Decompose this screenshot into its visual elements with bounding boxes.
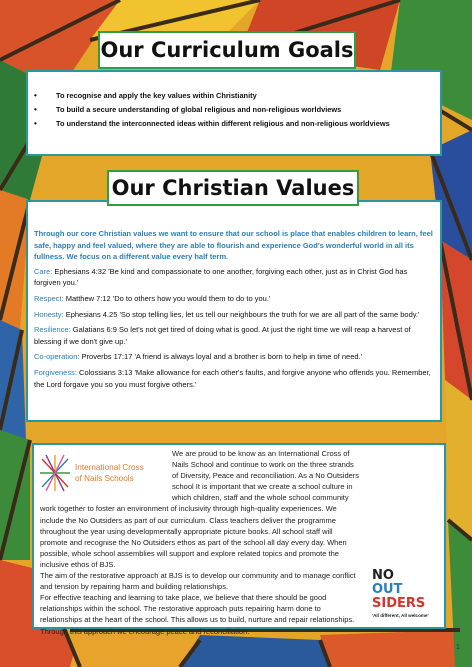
curriculum-goals-panel [26, 70, 442, 156]
nails-paragraph-3: For effective teaching and learning to take place, we believe that there should be good relationships within the school. The restorative approach puts repairing harm done to relationships at the heart of the school. This allows us to build, nurture and repair relationships. Through this approach we encourage peace and reconciliation. [40, 593, 355, 636]
curriculum-goals-title: Our Curriculum Goals [98, 31, 356, 69]
nails-paragraph-2: The aim of the restorative approach at BJS is to develop our community and to manage conflict and tension by repairing harm and building relationships. [40, 571, 356, 592]
page-number: 1 [456, 644, 460, 651]
value-name: Resilience: [34, 325, 71, 335]
value-care [34, 266, 434, 289]
christian-values-panel [26, 200, 442, 422]
value-respect [34, 293, 434, 305]
outsiders-line-1: NO [372, 568, 394, 583]
value-text: Matthew 7:12 'Do to others how you would them to do to you.' [63, 293, 271, 303]
outsiders-tagline: 'All different, All welcome' [372, 613, 429, 618]
nails-paragraph-1: We are proud to be know as an International Cross of Nails School and continue to work on the three strands of Diversity, Peace and reconciliation. As a No Outsiders school It is important that we create a school culture in which children, staff and the whole school community work together to foster an environment of inclusivity through high-quality experiences. We include the No Outsiders as part of our curriculum. Class teachers deliver the programme throughout the year using developmentally appropriate picture books. All school staff will promote and recognise the No Outsiders ethos as part of the school all day every day. When possible, whole school assemblies will support and explore related topics and promote the inclusive ethos of BJS. [40, 449, 360, 569]
cross-of-nails-panel [32, 443, 446, 636]
value-cooperation [34, 351, 434, 363]
no-outsiders-logo [370, 565, 442, 623]
christian-values-title: Our Christian Values [107, 170, 359, 206]
value-forgiveness [34, 367, 434, 390]
svg-text:of Nails Schools: of Nails Schools [75, 474, 134, 483]
goal-item: • To build a secure understanding of global religious and non-religious worldviews [56, 103, 440, 117]
value-text: Galatians 6:9 So let's not get tired of doing what is good. At just the right time we will reap a harvest of blessing if we don't give up.' [34, 325, 411, 346]
value-name: Co-operation: [34, 352, 80, 362]
goal-item: • To recognise and apply the key values within Christianity [56, 89, 440, 103]
value-name: Care: [34, 266, 53, 276]
cross-of-nails-logo [38, 453, 168, 493]
value-honesty [34, 309, 434, 321]
value-text: Ephesians 4:32 'Be kind and compassionate to one another, forgiving each other, just as in Christ God has forgiven you.' [34, 266, 408, 288]
outsiders-line-2: OUT [372, 582, 403, 597]
value-resilience [34, 324, 434, 347]
value-text: Proverbs 17:17 'A friend is always loyal and a brother is born to help in time of need.' [79, 352, 363, 362]
goal-item: • To understand the interconnected ideas within different religious and non-religious worldviews [56, 117, 440, 131]
outsiders-line-3: SIDERS [372, 596, 426, 611]
curriculum-goals-list [28, 72, 440, 131]
value-text: Ephesians 4.25 'So stop telling lies, let us tell our neighbours the truth for we are all part of the same body.' [63, 309, 420, 319]
svg-text:International Cross: International Cross [75, 463, 144, 472]
value-name: Forgiveness: [34, 367, 77, 377]
value-name: Honesty: [34, 309, 64, 319]
values-intro: Through our core Christian values we want to ensure that our school is place that enables children to learn, feel safe, happy and feel valued, where they are able to flourish and experience God's wonderful world in all its fullness. We focus on a different value every half term. [34, 229, 433, 262]
value-text: Colossians 3:13 'Make allowance for each other's faults, and forgive anyone who offends you. Remember, the Lord forgave you so you must forgive others.' [34, 367, 431, 389]
value-name: Respect: [34, 293, 64, 303]
